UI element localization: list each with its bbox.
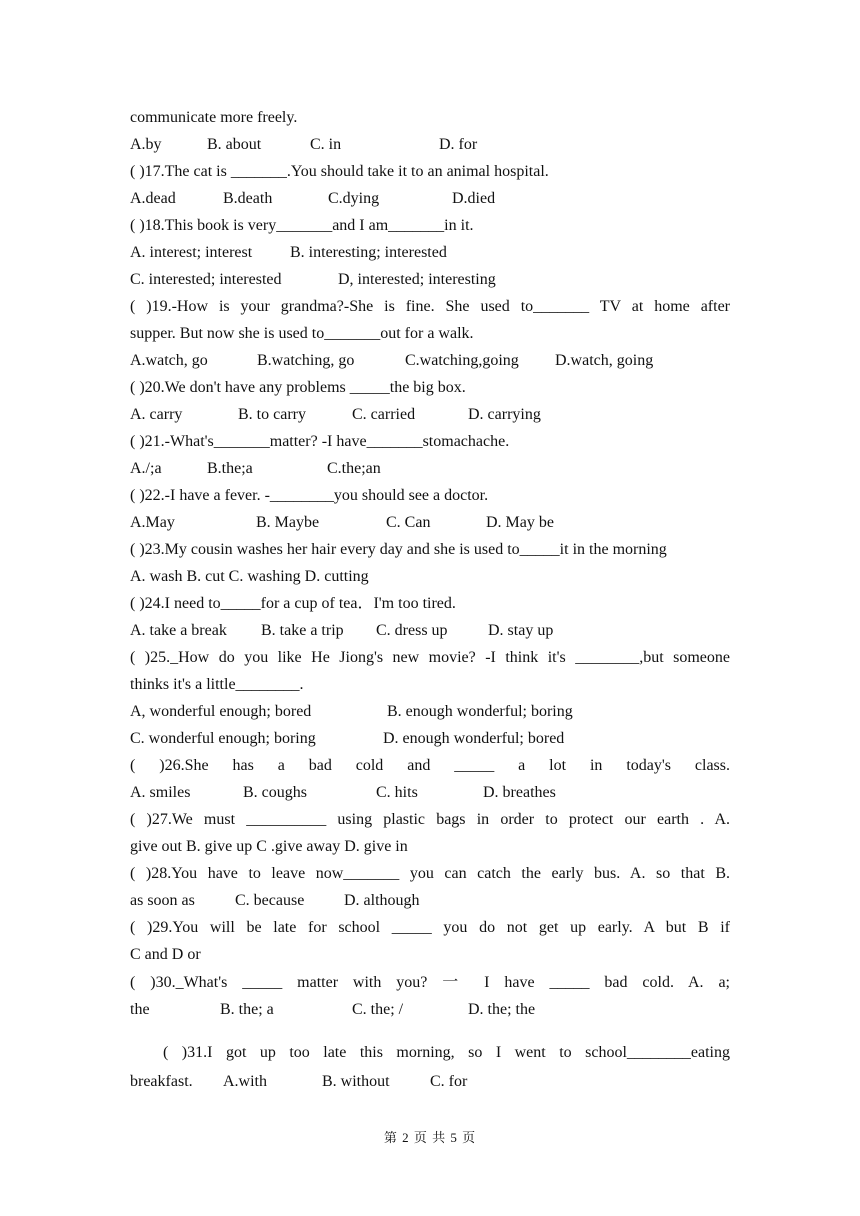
option-b: B. to carry xyxy=(238,406,306,423)
option-a: A.watch, go xyxy=(130,352,208,369)
option-a: A.by xyxy=(130,136,162,153)
option-a: A.with xyxy=(223,1073,267,1090)
option-c: C. Can xyxy=(386,514,431,531)
option-c: C. because xyxy=(235,892,305,909)
option-a-continued: the xyxy=(130,1001,150,1018)
option-c: C. hits xyxy=(376,784,418,801)
question-21: ( )21.-What's_______matter? -I have_______stomachache. xyxy=(130,433,510,450)
option-b: B. without xyxy=(322,1073,390,1090)
option-a: A.dead xyxy=(130,190,176,207)
option-d: D, interested; interesting xyxy=(338,271,496,288)
question-20: ( )20.We don't have any problems _____the big box. xyxy=(130,379,466,396)
question-18: ( )18.This book is very_______and I am_______in it. xyxy=(130,217,474,234)
page-number-footer: 第 2 页 共 5 页 xyxy=(383,1130,477,1145)
question-25: ( )25._How do you like He Jiong's new movie? -I think it's ________,but someone xyxy=(130,649,730,666)
option-a: A. carry xyxy=(130,406,183,423)
option-d: D. although xyxy=(344,892,420,909)
option-c: C. carried xyxy=(352,406,416,423)
option-c: C.watching,going xyxy=(405,352,519,369)
question-17: ( )17.The cat is _______.You should take it to an animal hospital. xyxy=(130,163,549,180)
option-d: D. May be xyxy=(486,514,554,531)
option-b: B. coughs xyxy=(243,784,307,801)
option-b: B. about xyxy=(207,136,262,153)
question-30: ( )30._What's _____ matter with you? 一 I have _____ bad cold. A. a; xyxy=(130,974,730,991)
question-28: ( )28.You have to leave now_______ you can catch the early bus. A. so that B. xyxy=(130,865,730,882)
question-19-continued: supper. But now she is used to_______out for a walk. xyxy=(130,325,474,342)
option-d: D. enough wonderful; bored xyxy=(383,730,565,747)
option-b: B. take a trip xyxy=(261,622,344,639)
option-c: C. the; / xyxy=(352,1001,404,1018)
option-a: A, wonderful enough; bored xyxy=(130,703,312,720)
option-b: B.the;a xyxy=(207,460,253,477)
option-c: C. dress up xyxy=(376,622,448,639)
option-c: C.the;an xyxy=(327,460,381,477)
question-29: ( )29.You will be late for school _____ you do not get up early. A but B if xyxy=(130,919,730,936)
question-26: ( )26.She has a bad cold and _____ a lot in today's class. xyxy=(130,757,730,774)
option-d: D. for xyxy=(439,136,478,153)
option-d: D. stay up xyxy=(488,622,554,639)
question-31: ( )31.I got up too late this morning, so I went to school________eating xyxy=(163,1044,730,1061)
option-d: D. breathes xyxy=(483,784,556,801)
question-25-continued: thinks it's a little________. xyxy=(130,676,304,693)
option-d: D. carrying xyxy=(468,406,541,423)
question-22: ( )22.-I have a fever. -________you should see a doctor. xyxy=(130,487,489,504)
question-27-options: give out B. give up C .give away D. give in xyxy=(130,838,408,855)
option-b: B.death xyxy=(223,190,273,207)
option-a: A. interest; interest xyxy=(130,244,253,261)
option-b: B. interesting; interested xyxy=(290,244,447,261)
option-c: C. for xyxy=(430,1073,468,1090)
option-c: C. interested; interested xyxy=(130,271,282,288)
answer-options-q23: A. wash B. cut C. washing D. cutting xyxy=(130,568,369,585)
question-23: ( )23.My cousin washes her hair every day and she is used to_____it in the morning xyxy=(130,541,667,558)
option-d: D.watch, going xyxy=(555,352,654,369)
option-c: C. in xyxy=(310,136,342,153)
option-c: C.dying xyxy=(328,190,380,207)
option-a: A. take a break xyxy=(130,622,227,639)
option-b: B. enough wonderful; boring xyxy=(387,703,573,720)
option-b: B. Maybe xyxy=(256,514,320,531)
text-line: communicate more freely. xyxy=(130,109,298,126)
option-b-continued: as soon as xyxy=(130,892,195,909)
option-a: A./;a xyxy=(130,460,162,477)
option-b: B. the; a xyxy=(220,1001,274,1018)
option-d: D. the; the xyxy=(468,1001,536,1018)
option-b: B.watching, go xyxy=(257,352,355,369)
option-d: D.died xyxy=(452,190,496,207)
question-19: ( )19.-How is your grandma?-She is fine. She used to_______ TV at home after xyxy=(130,298,730,315)
option-a: A.May xyxy=(130,514,175,531)
question-27: ( )27.We must __________ using plastic bags in order to protect our earth . A. xyxy=(130,811,730,828)
question-29-options: C and D or xyxy=(130,946,201,963)
option-c: C. wonderful enough; boring xyxy=(130,730,316,747)
question-31-continued: breakfast. xyxy=(130,1073,193,1090)
question-24: ( )24.I need to_____for a cup of tea．I'm too tired. xyxy=(130,595,456,612)
option-a: A. smiles xyxy=(130,784,191,801)
